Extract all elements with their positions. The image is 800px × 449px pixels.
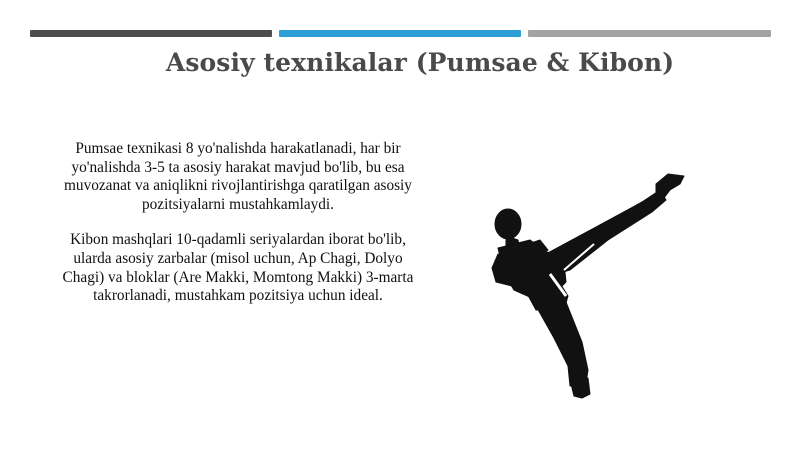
figure-head	[495, 209, 521, 239]
slide-title: Asosiy texnikalar (Pumsae & Kibon)	[165, 48, 675, 77]
slide-body	[58, 140, 418, 323]
header-bar-dark	[30, 30, 272, 37]
paragraph-kibon: Kibon mashqlari 10-qadamli seriyalardan iborat bo'lib, ularda asosiy zarbalar (misol uchun, Ap Chagi, Dolyo Chagi) va bloklar (Are Makki, Momtong Makki) 3-marta takrorlanadi, mustahkam pozitsiya uchun ideal.	[62, 231, 414, 305]
paragraph-pumsae: Pumsae texnikasi 8 yo'nalishda harakatlanadi, har bir yo'nalishda 3-5 ta asosiy harakat mavjud bo'lib, bu esa muvozanat va aniqlikni rivojlantirishga qaratilgan asosiy pozitsiyalarni mustahkamlaydi.	[64, 140, 412, 213]
header-bar-blue	[279, 30, 521, 37]
martial-artist-kick-icon	[484, 170, 694, 400]
header-bar-gray	[528, 30, 771, 37]
